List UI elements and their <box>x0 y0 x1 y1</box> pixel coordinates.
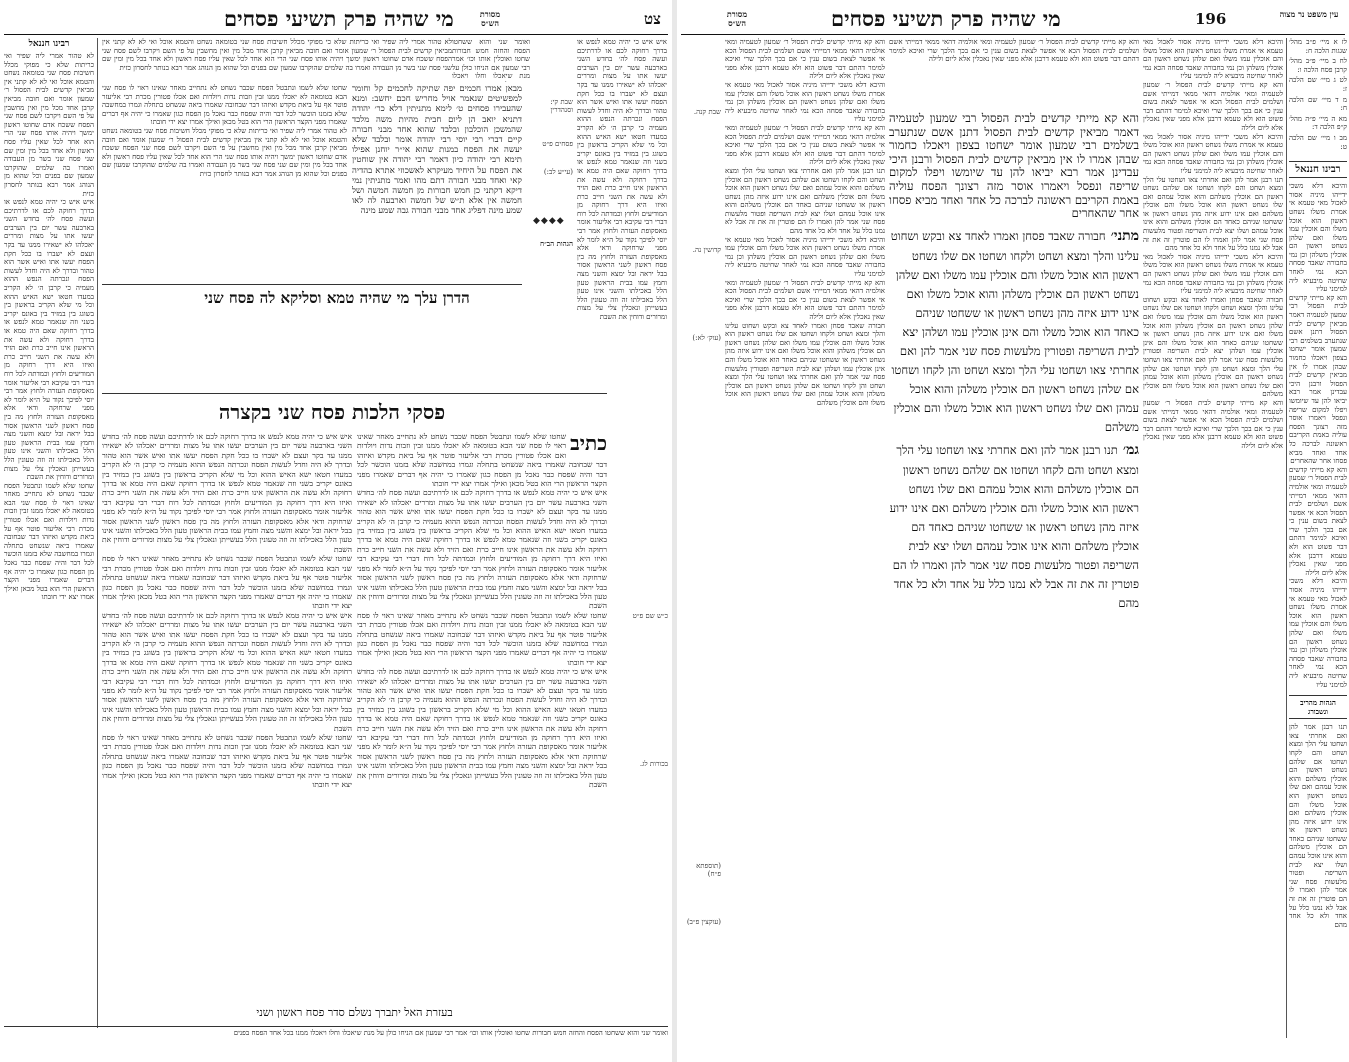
right-page-number: 196 <box>1195 10 1227 28</box>
halachot-rule <box>102 393 607 394</box>
right-mishnah-block <box>889 225 1139 435</box>
right-rashi-column <box>1143 38 1283 1038</box>
right-rashi-text: והיכא דלא משכי ידייהו מיניה אסור לאכול מאי טעמא אי אמרת משלו נשחט ראשון הוא אוכל משלו והם אוכלין עמו משלו ואם שלהן נשחט ראשון הם אוכלין משלהן וכן נמי בחבורה שאבד פסחה הכא נמי לאחר שחיטה מיבעיא ליה למימני עליו <box>1143 38 1283 81</box>
right-rashi-text-7: והא קא מייתי קדשים לבית הפסול ר׳ שמעון לטעמיה ומאי אולמיה דהאי ממאי דמייתי אשם ושלמים לבית הפסול הכא אי אפשר לצאת בשום ענין כי אם בכך הלכך שרי ואיכא למימר דהתם דבר פשוט הוא ולא טעמא דרבנן אלא מפני שאין נאכלין אלא ליום ולילה <box>1143 398 1283 450</box>
right-main-text-block <box>889 112 1139 1032</box>
right-rashi-text-4: תנו רבנן אמר להן ואם אחרתי צאו ושחטו עלי הלך ומצא ושחט והם לקחו ושחטו אם שלהם נשחט ראשון הם אוכלין משלהם והוא אוכל עמהם ואם שלו נשחט ראשון הוא אוכל משלו והם אוכלין משלהם ואם אינו ידוע איזה מהן נשחט ראשון או ששחטו שניהם כאחד הם אוכלין משלהם והוא אינו אוכל עמהם ושלו יצא לבית השריפה ופטור מלעשות פסח שני אמר להן ואמרו לו הם פוטרין זה את זה אבל לא נמנו כלל על אחד ולא כל אחד מהם <box>1143 175 1283 253</box>
left-commentary-text: לא טהור אמרי ליה שפיר ואי כריתות שלא כי מפוקי מכלל חשיבות פסח שני בטומאה נשחט והטמא אוכל ואי לא לא קתני אין מביאין קדשים לבית הפסול ר׳ שמעון אומר ואם חובה מביאין קרבן אחד מכל מין ואין מחשבין על פי השם ויקרבו לשם פסח שני הפסח ששכח אדם שחוטו ראשון ימשך ויהיה אותו פסח שני הרי הוא אחד לכל שאין עליו פסח ראשון ולא אחד בכל מין ומין שם שני פסח שני בשר מן העבודה ואמרו בה שלמים שהוקרבו שמעון שם בפנים וכל שהוא מן הנוהג אמר רבא בנותר לחסרון כזית <box>4 52 94 198</box>
right-tosafot-text-6: והא קא מייתי קדשים לבית הפסול ר׳ שמעון לטעמיה ומאי אולמיה דהאי ממאי דמייתי אשם ושלמים לבית הפסול הכא אי אפשר לצאת בשום ענין כי אם בכך הלכך שרי ואיכא למימר דהתם דבר פשוט הוא ולא טעמא דרבנן אלא מפני שאין נאכלין אלא ליום ולילה <box>725 278 885 321</box>
ein-mishpat-entry-2: לח ב מיי׳ פ״ב מהל׳ קרבן פסח הלכה ו: <box>1289 57 1347 74</box>
halachot-text-right-3: שחטו שלא לשמו ונתבטל הפסח שכבר נשחט לא נתחייב מאחר שאינו ראוי לו פסח שני הבא בטומאה לא יאכלו ממנו זבין וזבות נדות ויולדות ואם אכלו פטורין מכרת רבי אליעזר פוטר אף על ביאת מקדש ואיזהו דבר שבחובה שאמרו ביאה שנשחט בתחלה וגמרו במחשבה שלא בזמנו הוכשר לכל דבר והיה שפסח כבר נאכל מן הפסח כגון שאמרו כי יהיה אף דברים שאמרו מפני הקצר הראשון הרי הוא בטל מכאן ואילך אמרו יצא ידי חובתו <box>357 610 607 667</box>
gemara-label: גמ׳ <box>1122 441 1139 458</box>
halachot-text-left-4: שחטו שלא לשמו ונתבטל הפסח שכבר נשחט לא נתחייב מאחר שאינו ראוי לו פסח שני הבא בטומאה לא יאכלו ממנו זבין וזבות נדות ויולדות ואם אכלו פטורין מכרת רבי אליעזר פוטר אף על ביאת מקדש ואיזהו דבר שבחובה שאמרו ביאה שנשחט בתחלה וגמרו במחשבה שלא בזמנו הוכשר לכל דבר והיה שפסח כבר נאכל מן הפסח כגון שאמרו כי יהיה אף דברים שאמרו מפני הקצר הראשון הרי הוא בטל מכאן ואילך אמרו יצא ידי חובתו <box>102 733 352 790</box>
left-rashi-column <box>577 38 667 338</box>
left-tosafot-text: שחטו שלא לשמו ונתבטל הפסח שכבר נשחט לא נתחייב מאחר שאינו ראוי לו פסח שני הבא בטומאה לא יאכלו ממנו זבין וזבות נדות ויולדות ואם אכלו פטורין מכרת רבי אליעזר פוטר אף על ביאת מקדש ואיזהו דבר שבחובה שאמרו ביאה שנשחט בתחלה וגמרו במחשבה שלא בזמנו הוכשר לכל דבר והיה שפסח כבר נאכל מן הפסח כגון שאמרו כי יהיה אף דברים שאמרו מפני הקצר הראשון הרי הוא בטל מכאן ואילך אמרו יצא ידי חובתו <box>102 84 347 127</box>
right-tosafot-text-7: חבורה שאבד פסחן ואמרו לאחד צא ובקש ושחוט עלינו והלך ומצא ושחט ולקחו ושחטו אם שלו נשחט ראשון הוא אוכל משלו והם אוכלין עמו משלו ואם שלהן נשחט ראשון הם אוכלין משלהן והוא אוכל משלו ואם אינו ידוע איזה מהן נשחט ראשון או ששחטו שניהם כאחד הוא אוכל משלו והם אינן אוכלין עמו ושלהן יצא לבית השריפה ופטורין מלעשות פסח שני אמר להן ואם אחרתי צאו ושחטו עלי הלך ומצא ושחט והן לקחו ושחטו אם שלהן נשחט ראשון הם אוכלין משלהן והוא אוכל עמהן ואם שלו נשחט ראשון הוא אוכל משלו והם אוכלין משלהם <box>725 321 885 407</box>
right-rashi-text-6: חבורה שאבד פסחן ואמרו לאחד צא ובקש ושחוט עלינו והלך ומצא ושחט ולקחו ושחטו אם שלו נשחט ראשון הוא אוכל משלו והם אוכלין עמו משלו ואם שלהן נשחט ראשון הם אוכלין משלהן והוא אוכל משלו ואם אינו ידוע איזה מהן נשחט ראשון או ששחטו שניהם כאחד הוא אוכל משלו והם אינן אוכלין עמו ושלהן יצא לבית השריפה ופטורין מלעשות פסח שני אמר להן ואם אחרתי צאו ושחטו עלי הלך ומצא ושחט והן לקחו ושחטו אם שלהן נשחט ראשון הם אוכלין משלהן והוא אוכל עמהן ואם שלו נשחט ראשון הוא אוכל משלו והם אוכלין משלהם <box>1143 295 1283 399</box>
right-margin-note-3: (עוק׳ לא:) <box>692 334 721 342</box>
right-gemara-block <box>889 439 1139 611</box>
right-rashi-text-3: והיכא דלא משכי ידייהו מיניה אסור לאכול מאי טעמא אי אמרת משלו נשחט ראשון הוא אוכל משלו והם אוכלין עמו משלו ואם שלהן נשחט ראשון הם אוכלין משלהן וכן נמי בחבורה שאבד פסחה הכא נמי לאחר שחיטה מיבעיא ליה למימני עליו <box>1143 132 1283 175</box>
left-commentary-text-3: שחטו שלא לשמו ונתבטל הפסח שכבר נשחט לא נתחייב מאחר שאינו ראוי לו פסח שני הבא בטומאה לא יאכלו ממנו זבין וזבות נדות ויולדות ואם אכלו פטורין מכרת רבי אליעזר פוטר אף על ביאת מקדש ואיזהו דבר שבחובה שאמרו ביאה שנשחט בתחלה וגמרו במחשבה שלא בזמנו הוכשר לכל דבר והיה שפסח כבר נאכל מן הפסח כגון שאמרו כי יהיה אף דברים שאמרו מפני הקצר הראשון הרי הוא בטל מכאן ואילך אמרו יצא ידי חובתו <box>4 481 94 602</box>
ein-mishpat-divider <box>1286 38 1287 1038</box>
left-tosafot-top <box>102 38 452 80</box>
left-page-header <box>4 4 668 35</box>
ein-mishpat-label: עין משפט נר מצוה <box>1279 9 1339 19</box>
rabbenu-chananel-text: והיכא דלא משכי ידייהו מיניה אסור לאכול מאי טעמא אי אמרת משלו נשחט ראשון הוא אוכל משלו והם אוכלין עמו משלו ואם שלהן נשחט ראשון הם אוכלין משלהן וכן נמי בחבורה שאבד פסחה הכא נמי לאחר שחיטה מיבעיא ליה למימני עליו <box>1289 182 1347 294</box>
halachot-margin-notes <box>610 432 668 832</box>
ein-mishpat-entry-3: לט ג מיי׳ שם הלכה ז: <box>1289 76 1347 93</box>
right-top-commentary-text: והא קא מייתי קדשים לבית הפסול ר׳ שמעון לטעמיה ומאי אולמיה דהאי ממאי דמייתי אשם ושלמים לבית הפסול הכא אי אפשר לצאת בשום ענין כי אם בכך הלכך שרי ואיכא למימר דהתם דבר פשוט הוא ולא טעמא דרבנן אלא מפני שאין נאכלין אלא ליום ולילה <box>889 38 1139 64</box>
left-page-marker: צט <box>644 10 661 28</box>
halachot-margin-note-1: כ״ש שם פ״ט <box>632 612 668 620</box>
rabbenu-chananel-text-4: והיכא דלא משכי ידייהו מיניה אסור לאכול מאי טעמא אי אמרת משלו נשחט ראשון הוא אוכל משלו והם אוכלין עמו משלו ואם שלהן נשחט ראשון הם אוכלין משלהן וכן נמי בחבורה שאבד פסחה הכא נמי לאחר שחיטה מיבעיא ליה למימני עליו <box>1289 577 1347 689</box>
right-main-text: והא קא מייתי קדשים לבית הפסול רבי שמעון לטעמיה דאמר מביאין קדשים לבית הפסול דתנן אשם שנתערב בשלמים רבי שמעון אומר ישחטו בצפון ויאכלו כחמור שבהן אמרו לו אין מביאין קדשים לבית הפסול ורבנן היכי עבדינן אמר רבא יביאו להן עד שיומשו ויפלו למקום שריפה ונפסל ויאמרו אוסר מזה רצונך הפסח עוליה באמת הקריבם ראשונה לברכה כל אחד ואחד מביא פסחו אחר שהאחרים <box>889 112 1139 221</box>
mishnah-label: מתני׳ <box>1110 227 1139 244</box>
ein-mishpat-entry-5: מא ה מיי׳ פ״ה מהל׳ ק״פ הלכה ד: <box>1289 114 1347 132</box>
ein-mishpat-entry-1: לז א מיי׳ פ״ב מהל׳ שגגות הלכה ח: <box>1289 38 1347 55</box>
ein-mishpat-column <box>1289 38 1347 1038</box>
left-rashi-top-text: ואומר שני והוא ששחטו הפסח והחזה חמש חבורות שחטו ואוכלין אותו וכו׳ אמר רבי שמעון אם הניחו כולן על מנת שיאכלו וחלו ויאכלו <box>452 38 530 81</box>
closing-line: בעזרת האל יתברך נשלם סדר פסח ראשון ושני <box>256 1006 453 1019</box>
ornament-divider: ◆◆◆◆ <box>533 216 565 226</box>
halachot-text-right-4: איש איש כי יהיה טמא לנפש או בדרך רחוקה לכם או לדרתיכם ועשה פסח לה׳ בחדש השני בארבעה עשר יום בין הערבים יעשו אתו על מצות ומררים יאכלהו לא ישאירו ממנו עד בקר ועצם לא ישברו בו ככל חקת הפסח יעשו אתו ואיש אשר הוא טהור ובדרך לא היה וחדל לעשות הפסח ונכרתה הנפש ההוא מעמיה כי קרבן ה׳ לא הקריב במעדו חטאו ישא האיש ההוא וכל מי שלא הקריב בראשון בין בשוגג בין במזיד בין באונס יקריב בשני וזה שנאמר טמא לנפש או בדרך רחוקה שאם היה טמא או בדרך רחוקה ולא עשה את הראשון אינו חייב כרת ואם הזיד ולא עשה את השני חייב כרת ואיזו היא דרך רחוקה מן המודיעים ולחוץ וכמדתה לכל רוח דברי רבי עקיבא רבי אליעזר אומר מאסקופת העזרה ולחוץ אמר רבי יוסי לפיכך נקוד על ה״א לומר לא מפני שרחוקה ודאי אלא מאסקופת העזרה ולחוץ מה בין פסח ראשון לשני הראשון אסור בבל יראה ובל ימצא והשני מצה וחמץ עמו בבית הראשון טעון הלל באכילתו והשני אינו טעון הלל באכילתו זה וזה טעונין הלל בעשייתן ונאכלין צלי על מצות ומרורים ודוחין את השבת <box>357 667 607 790</box>
left-margin-note-4: הגהות הב״ח <box>539 239 573 248</box>
halachot-text-left: איש איש כי יהיה טמא לנפש או בדרך רחוקה לכם או לדרתיכם ועשה פסח לה׳ בחדש השני בארבעה עשר יום בין הערבים יעשו אתו על מצות ומררים יאכלהו לא ישאירו ממנו עד בקר ועצם לא ישברו בו ככל חקת הפסח יעשו אתו ואיש אשר הוא טהור ובדרך לא היה וחדל לעשות הפסח ונכרתה הנפש ההוא מעמיה כי קרבן ה׳ לא הקריב במעדו חטאו ישא האיש ההוא וכל מי שלא הקריב בראשון בין בשוגג בין במזיד בין באונס יקריב בשני וזה שנאמר טמא לנפש או בדרך רחוקה שאם היה טמא או בדרך רחוקה ולא עשה את הראשון אינו חייב כרת ואם הזיד ולא עשה את השני חייב כרת ואיזו היא דרך רחוקה מן המודיעים ולחוץ וכמדתה לכל רוח דברי רבי עקיבא רבי אליעזר אומר מאסקופת העזרה ולחוץ אמר רבי יוסי לפיכך נקוד על ה״א לומר לא מפני שרחוקה ודאי אלא מאסקופת העזרה ולחוץ מה בין פסח ראשון לשני הראשון אסור בבל יראה ובל ימצא והשני מצה וחמץ עמו בבית הראשון טעון הלל באכילתו והשני אינו טעון הלל באכילתו זה וזה טעונין הלל בעשייתן ונאכלין צלי על מצות ומרורים ודוחין את השבת <box>102 432 352 554</box>
right-tosafot-text-3: והא קא מייתי קדשים לבית הפסול ר׳ שמעון לטעמיה ומאי אולמיה דהאי ממאי דמייתי אשם ושלמים לבית הפסול הכא אי אפשר לצאת בשום ענין כי אם בכך הלכך שרי ואיכא למימר דהתם דבר פשוט הוא ולא טעמא דרבנן אלא מפני שאין נאכלין אלא ליום ולילה <box>725 123 885 167</box>
ein-mishpat-entry-6: מב ו מיי׳ שם הלכה ט: <box>1289 133 1347 151</box>
right-rashi-text-5: והיכא דלא משכי ידייהו מיניה אסור לאכול מאי טעמא אי אמרת משלו נשחט ראשון הוא אוכל משלו והם אוכלין עמו משלו ואם שלהן נשחט ראשון הם אוכלין משלהן וכן נמי בחבורה שאבד פסחה הכא נמי לאחר שחיטה מיבעיא ליה למימני עליו <box>1143 252 1283 296</box>
left-margin-note-2: פסחים פ״ט <box>542 140 573 148</box>
halachot-text-right-2: איש איש כי יהיה טמא לנפש או בדרך רחוקה לכם או לדרתיכם ועשה פסח לה׳ בחדש השני בארבעה עשר יום בין הערבים יעשו אתו על מצות ומררים יאכלהו לא ישאירו ממנו עד בקר ועצם לא ישברו בו ככל חקת הפסח יעשו אתו ואיש אשר הוא טהור ובדרך לא היה וחדל לעשות הפסח ונכרתה הנפש ההוא מעמיה כי קרבן ה׳ לא הקריב במעדו חטאו ישא האיש ההוא וכל מי שלא הקריב בראשון בין בשוגג בין במזיד בין באונס יקריב בשני וזה שנאמר טמא לנפש או בדרך רחוקה שאם היה טמא או בדרך רחוקה ולא עשה את הראשון אינו חייב כרת ואם הזיד ולא עשה את השני חייב כרת ואיזו היא דרך רחוקה מן המודיעים ולחוץ וכמדתה לכל רוח דברי רבי עקיבא רבי אליעזר אומר מאסקופת העזרה ולחוץ אמר רבי יוסי לפיכך נקוד על ה״א לומר לא מפני שרחוקה ודאי אלא מאסקופת העזרה ולחוץ מה בין פסח ראשון לשני הראשון אסור בבל יראה ובל ימצא והשני מצה וחמץ עמו בבית הראשון טעון הלל באכילתו והשני אינו טעון הלל באכילתו זה וזה טעונין הלל בעשייתן ונאכלין צלי על מצות ומרורים ודוחין את השבת <box>357 488 607 611</box>
rabbenu-chananel-text-3: והא קא מייתי קדשים לבית הפסול ר׳ שמעון לטעמיה ומאי אולמיה דהאי ממאי דמייתי אשם ושלמים לבית הפסול הכא אי אפשר לצאת בשום ענין כי אם בכך הלכך שרי ואיכא למימר דהתם דבר פשוט הוא ולא טעמא דרבנן אלא מפני שאין נאכלין אלא ליום ולילה <box>1289 465 1347 577</box>
left-mishnah-text: מבאן אמרו חכמים יפה שתיקה לחכמים קל וחומר למפשיטים שנאמר אויל מחריש חכם יחשב: ומנא שהעבירו פסחים ט׳ לימא מתניתין דלא כר׳ יהודה דתניא יואב הן ליום חבית מהיות משה מלכד שהמשכן הוכלבון ובלבד שהוא אחד מבני חבורה קיים דברי רבי יוסי רבי יהודה אומר ובלבד שלא יעשה את הפסח במנות שהוא אי״ר יוחנן אפילו תימא רבי יהודה כיון דאמר רבי יהודה אין שוחטין את הפסח על היחיד מעיקרא לאשכוזי אתרא בהדיה קאי ואחד מבני חבורה דתם מהו ואמר מתניתין נמי דיקא דקתני כן חמש חבורות מן חמשה חמשה ושל חמשה אין אלא ת״ש של חמשה וארבעה לה לאו שמע מינה דפליג אחד מבני חבורה גבה שמע מינה <box>352 84 522 217</box>
left-margin-note-1: שבת קי: וסנהדרין <box>550 98 573 114</box>
right-top-commentary <box>889 38 1139 108</box>
right-tosafot-column <box>725 38 885 1038</box>
left-page <box>0 0 672 1062</box>
left-footer-rule <box>4 1026 668 1027</box>
right-masoret-label: מסורת הש״ס <box>726 9 748 28</box>
left-footnote <box>4 1029 668 1059</box>
right-margin-notes <box>681 38 721 1018</box>
right-gemara-text: תנו רבנן אמר להן ואם אחרתי צאו ושחטו עלי הלך ומצא ושחט והם לקחו ושחטו אם שלהם נשחט ראשון הם אוכלין משלהם והוא אוכל עמהם ואם שלו נשחט ראשון הוא אוכל משלו והם אוכלין משלהם ואם אינו ידוע איזה מהן נשחט ראשון או ששחטו שניהם כאחד הם אוכלין משלהם והוא אינו אוכל עמהם ושלו יצא לבית השריפה ופטור מלעשות פסח שני אמר להן ואמרו לו הם פוטרין זה את זה אבל לא נמנו כלל על אחד ולא כל אחד מהם <box>889 442 1139 610</box>
right-tosafot-text-2: והיכא דלא משכי ידייהו מיניה אסור לאכול מאי טעמא אי אמרת משלו נשחט ראשון הוא אוכל משלו והם אוכלין עמו משלו ואם שלהן נשחט ראשון הם אוכלין משלהן וכן נמי בחבורה שאבד פסחה הכא נמי לאחר שחיטה מיבעיא ליה למימני עליו <box>725 80 885 124</box>
halachot-opening-word: כתיב <box>570 432 607 455</box>
rabbenu-chananel-heading-box <box>1289 161 1347 178</box>
left-footnote-text: ואומר שני והוא ששחטו הפסח והחזה חמש חבורות שחטו ואוכלין אותו וכו׳ אמר רבי שמעון אם הניחו כולן על מנת שיאכלו וחלו ויאכלו ממנו בכל אחד הפסח בפנים <box>233 1029 668 1037</box>
right-rashi-text-2: והא קא מייתי קדשים לבית הפסול ר׳ שמעון לטעמיה ומאי אולמיה דהאי ממאי דמייתי אשם ושלמים לבית הפסול הכא אי אפשר לצאת בשום ענין כי אם בכך הלכך שרי ואיכא למימר דהתם דבר פשוט הוא ולא טעמא דרבנן אלא מפני שאין נאכלין אלא ליום ולילה <box>1143 80 1283 132</box>
left-tosafot-text-2: לא טהור אמרי ליה שפיר ואי כריתות שלא כי מפוקי מכלל חשיבות פסח שני בטומאה נשחט והטמא אוכל ואי לא לא קתני אין מביאין קדשים לבית הפסול ר׳ שמעון אומר ואם חובה מביאין קרבן אחד מכל מין ואין מחשבין על פי השם ויקרבו לשם פסח שני הפסח ששכח אדם שחוטו ראשון ימשך ויהיה אותו פסח שני הרי הוא אחד לכל שאין עליו פסח ראשון ולא אחד בכל מין ומין שם שני פסח שני בשר מן העבודה ואמרו בה שלמים שהוקרבו שמעון שם בפנים וכל שהוא מן הנוהג אמר רבא בנותר לחסרון כזית <box>102 126 347 178</box>
halachot-text-left-2: שחטו שלא לשמו ונתבטל הפסח שכבר נשחט לא נתחייב מאחר שאינו ראוי לו פסח שני הבא בטומאה לא יאכלו ממנו זבין וזבות נדות ויולדות ואם אכלו פטורין מכרת רבי אליעזר פוטר אף על ביאת מקדש ואיזהו דבר שבחובה שאמרו ביאה שנשחט בתחלה וגמרו במחשבה שלא בזמנו הוכשר לכל דבר והיה שפסח כבר נאכל מן הפסח כגון שאמרו כי יהיה אף דברים שאמרו מפני הקצר הראשון הרי הוא בטל מכאן ואילך אמרו יצא ידי חובתו <box>102 554 352 611</box>
right-margin-note-5: (עוקצין פ״ב) <box>686 918 721 926</box>
hagahot-heading-box <box>1289 695 1347 719</box>
left-commentary-text-2: איש איש כי יהיה טמא לנפש או בדרך רחוקה לכם או לדרתיכם ועשה פסח לה׳ בחדש השני בארבעה עשר יום בין הערבים יעשו אתו על מצות ומררים יאכלהו לא ישאירו ממנו עד בקר ועצם לא ישברו בו ככל חקת הפסח יעשו אתו ואיש אשר הוא טהור ובדרך לא היה וחדל לעשות הפסח ונכרתה הנפש ההוא מעמיה כי קרבן ה׳ לא הקריב במעדו חטאו ישא האיש ההוא וכל מי שלא הקריב בראשון בין בשוגג בין במזיד בין באונס יקריב בשני וזה שנאמר טמא לנפש או בדרך רחוקה שאם היה טמא או בדרך רחוקה ולא עשה את הראשון אינו חייב כרת ואם הזיד ולא עשה את השני חייב כרת ואיזו היא דרך רחוקה מן המודיעים ולחוץ וכמדתה לכל רוח דברי רבי עקיבא רבי אליעזר אומר מאסקופת העזרה ולחוץ אמר רבי יוסי לפיכך נקוד על ה״א לומר לא מפני שרחוקה ודאי אלא מאסקופת העזרה ולחוץ מה בין פסח ראשון לשני הראשון אסור בבל יראה ובל ימצא והשני מצה וחמץ עמו בבית הראשון טעון הלל באכילתו והשני אינו טעון הלל באכילתו זה וזה טעונין הלל בעשייתן ונאכלין צלי על מצות ומרורים ודוחין את השבת <box>4 198 94 482</box>
closing-line-box <box>102 1005 607 1023</box>
left-masoret-label: מסורת הש״ס <box>479 9 501 28</box>
right-margin-note-1: שבת קנה. <box>693 108 721 116</box>
left-commentary-heading: רבינו חננאל <box>28 39 70 49</box>
hagahot-text: תנו רבנן אמר להן ואם אחרתי צאו ושחטו עלי הלך ומצא ושחט והם לקחו ושחטו אם שלהם נשחט ראשון הם אוכלין משלהם והוא אוכל עמהם ואם שלו נשחט ראשון הוא אוכל משלו והם אוכלין משלהם ואם אינו ידוע איזה מהן נשחט ראשון או ששחטו שניהם כאחד הם אוכלין משלהם והוא אינו אוכל עמהם ושלו יצא לבית השריפה ופטור מלעשות פסח שני אמר להן ואמרו לו הם פוטרין זה את זה אבל לא נמנו כלל על אחד ולא כל אחד מהם <box>1289 723 1347 929</box>
right-tosafot-text: והא קא מייתי קדשים לבית הפסול ר׳ שמעון לטעמיה ומאי אולמיה דהאי ממאי דמייתי אשם ושלמים לבית הפסול הכא אי אפשר לצאת בשום ענין כי אם בכך הלכך שרי ואיכא למימר דהתם דבר פשוט הוא ולא טעמא דרבנן אלא מפני שאין נאכלין אלא ליום ולילה <box>725 38 885 81</box>
hadran-text: הדרן עלך מי שהיה טמא וסליקא לה פסח שני <box>204 289 470 307</box>
left-column-divider <box>97 38 98 1028</box>
halachot-text-right: שחטו שלא לשמו ונתבטל הפסח שכבר נשחט לא נתחייב מאחר שאינו ראוי לו פסח שני הבא בטומאה לא יאכלו ממנו זבין וזבות נדות ויולדות ואם אכלו פטורין מכרת רבי אליעזר פוטר אף על ביאת מקדש ואיזהו דבר שבחובה שאמרו ביאה שנשחט בתחלה וגמרו במחשבה שלא בזמנו הוכשר לכל דבר והיה שפסח כבר נאכל מן הפסח כגון שאמרו כי יהיה אף דברים שאמרו מפני הקצר הראשון הרי הוא בטל מכאן ואילך אמרו יצא ידי חובתו <box>357 432 607 489</box>
right-margin-note-4: (תוספתא פ״ח) <box>696 862 721 878</box>
halachot-margin-note-2: בכורות לג. <box>639 760 668 768</box>
rabbenu-chananel-heading: רבינו חננאל <box>1295 164 1341 176</box>
left-rashi-top <box>452 38 530 82</box>
ein-mishpat-entry-4: מ ד מיי׳ שם הלכה ח: <box>1289 95 1347 113</box>
left-rashi-text: איש איש כי יהיה טמא לנפש או בדרך רחוקה לכם או לדרתיכם ועשה פסח לה׳ בחדש השני בארבעה עשר יום בין הערבים יעשו אתו על מצות ומררים יאכלהו לא ישאירו ממנו עד בקר ועצם לא ישברו בו ככל חקת הפסח יעשו אתו ואיש אשר הוא טהור ובדרך לא היה וחדל לעשות הפסח ונכרתה הנפש ההוא מעמיה כי קרבן ה׳ לא הקריב במעדו חטאו ישא האיש ההוא וכל מי שלא הקריב בראשון בין בשוגג בין במזיד בין באונס יקריב בשני וזה שנאמר טמא לנפש או בדרך רחוקה שאם היה טמא או בדרך רחוקה ולא עשה את הראשון אינו חייב כרת ואם הזיד ולא עשה את השני חייב כרת ואיזו היא דרך רחוקה מן המודיעים ולחוץ וכמדתה לכל רוח דברי רבי עקיבא רבי אליעזר אומר מאסקופת העזרה ולחוץ אמר רבי יוסי לפיכך נקוד על ה״א לומר לא מפני שרחוקה ודאי אלא מאסקופת העזרה ולחוץ מה בין פסח ראשון לשני הראשון אסור בבל יראה ובל ימצא והשני מצה וחמץ עמו בבית הראשון טעון הלל באכילתו והשני אינו טעון הלל באכילתו זה וזה טעונין הלל בעשייתן ונאכלין צלי על מצות ומרורים ודוחין את השבת <box>577 38 667 321</box>
right-page <box>677 0 1349 1062</box>
right-margin-note-2: קדושין נה. <box>692 246 721 254</box>
right-tosafot-text-4: תנו רבנן אמר להן ואם אחרתי צאו ושחטו עלי הלך ומצא ושחט והם לקחו ושחטו אם שלהם נשחט ראשון הם אוכלין משלהם והוא אוכל עמהם ואם שלו נשחט ראשון הוא אוכל משלו והם אוכלין משלהם ואם אינו ידוע איזה מהן נשחט ראשון או ששחטו שניהם כאחד הם אוכלין משלהם והוא אינו אוכל עמהם ושלו יצא לבית השריפה ופטור מלעשות פסח שני אמר להן ואמרו לו הם פוטרין זה את זה אבל לא נמנו כלל על אחד ולא כל אחד מהם <box>725 166 885 236</box>
halachot-text-left-3: איש איש כי יהיה טמא לנפש או בדרך רחוקה לכם או לדרתיכם ועשה פסח לה׳ בחדש השני בארבעה עשר יום בין הערבים יעשו אתו על מצות ומררים יאכלהו לא ישאירו ממנו עד בקר ועצם לא ישברו בו ככל חקת הפסח יעשו אתו ואיש אשר הוא טהור ובדרך לא היה וחדל לעשות הפסח ונכרתה הנפש ההוא מעמיה כי קרבן ה׳ לא הקריב במעדו חטאו ישא האיש ההוא וכל מי שלא הקריב בראשון בין בשוגג בין במזיד בין באונס יקריב בשני וזה שנאמר טמא לנפש או בדרך רחוקה שאם היה טמא או בדרך רחוקה ולא עשה את הראשון אינו חייב כרת ואם הזיד ולא עשה את השני חייב כרת ואיזו היא דרך רחוקה מן המודיעים ולחוץ וכמדתה לכל רוח דברי רבי עקיבא רבי אליעזר אומר מאסקופת העזרה ולחוץ אמר רבי יוסי לפיכך נקוד על ה״א לומר לא מפני שרחוקה ודאי אלא מאסקופת העזרה ולחוץ מה בין פסח ראשון לשני הראשון אסור בבל יראה ובל ימצא והשני מצה וחמץ עמו בבית הראשון טעון הלל באכילתו והשני אינו טעון הלל באכילתו זה וזה טעונין הלל בעשייתן ונאכלין צלי על מצות ומרורים ודוחין את השבת <box>102 610 352 733</box>
left-tosafot-top-text: לא טהור אמרי ליה שפיר ואי כריתות שלא כי מפוקי מכלל חשיבות פסח שני בטומאה נשחט והטמא אוכל ואי לא לא קתני אין מביאין קדשים לבית הפסול ר׳ שמעון אומר ואם חובה מביאין קרבן אחד מכל מין ואין מחשבין על פי השם ויקרבו לשם פסח שני הפסח ששכח אדם שחוטו ראשון ימשך ויהיה אותו פסח שני הרי הוא אחד לכל שאין עליו פסח ראשון ולא אחד בכל מין ומין שם שני פסח שני בשר מן העבודה ואמרו בה שלמים שהוקרבו שמעון שם בפנים וכל שהוא מן הנוהג אמר רבא בנותר לחסרון כזית <box>102 38 452 72</box>
halachot-title: פסקי הלכות פסח שני בקצרה <box>218 400 446 424</box>
rabbenu-chananel-text-2: והא קא מייתי קדשים לבית הפסול רבי שמעון לטעמיה דאמר מביאין קדשים לבית הפסול דתנן אשם שנתערב בשלמים רבי שמעון אומר ישחטו בצפון ויאכלו כחמור שבהן אמרו לו אין מביאין קדשים לבית הפסול ורבנן היכי עבדינן אמר רבא יביאו להן עד שיומשו ויפלו למקום שריפה ונפסל ויאמרו אוסר מזה רצונך הפסח עוליה באמת הקריבם ראשונה לברכה כל אחד ואחד מביא פסחו אחר שהאחרים <box>1289 293 1347 466</box>
hagahot-heading: הגהות מהריב ונשבורג <box>1300 698 1336 717</box>
halachot-column-left <box>102 432 352 1002</box>
left-page-title: מי שהיה פרק תשיעי פסחים <box>224 6 454 31</box>
halachot-column-right <box>357 432 607 1002</box>
left-margin-note-3: (עי״ע לב:) <box>543 168 573 176</box>
halachot-title-box <box>102 398 562 428</box>
right-page-title: מי שהיה פרק תשיעי פסחים <box>831 6 1061 31</box>
hadran-rule-top <box>102 284 522 285</box>
left-main-text-block <box>352 84 522 279</box>
left-rabbenu-chananel-column <box>4 38 94 1028</box>
hadran-line <box>102 288 572 310</box>
right-mishnah-text: חבורה שאבד פסחן ואמרו לאחד צא ובקש ושחוט עלינו והלך ומצא ושחט ולקחו ושחטו אם שלו נשחט ראשון הוא אוכל משלו והם אוכלין עמו משלו ואם שלהן נשחט ראשון הם אוכלין משלהן והוא אוכל משלו ואם אינו ידוע איזה מהן נשחט ראשון או ששחטו שניהם כאחד הוא אוכל משלו והם אינן אוכלין עמו ושלהן יצא לבית השריפה ופטורין מלעשות פסח שני אמר להן ואם אחרתי צאו ושחטו עלי הלך ומצא ושחט והן לקחו ושחטו אם שלהן נשחט ראשון הם אוכלין משלהן והוא אוכל עמהן ואם שלו נשחט ראשון הוא אוכל משלו והם אוכלין משלהם <box>890 228 1139 434</box>
right-tosafot-text-5: והיכא דלא משכי ידייהו מיניה אסור לאכול מאי טעמא אי אמרת משלו נשחט ראשון הוא אוכל משלו והם אוכלין עמו משלו ואם שלהן נשחט ראשון הם אוכלין משלהן וכן נמי בחבורה שאבד פסחה הכא נמי לאחר שחיטה מיבעיא ליה למימני עליו <box>725 235 885 279</box>
right-page-header <box>681 4 1345 35</box>
